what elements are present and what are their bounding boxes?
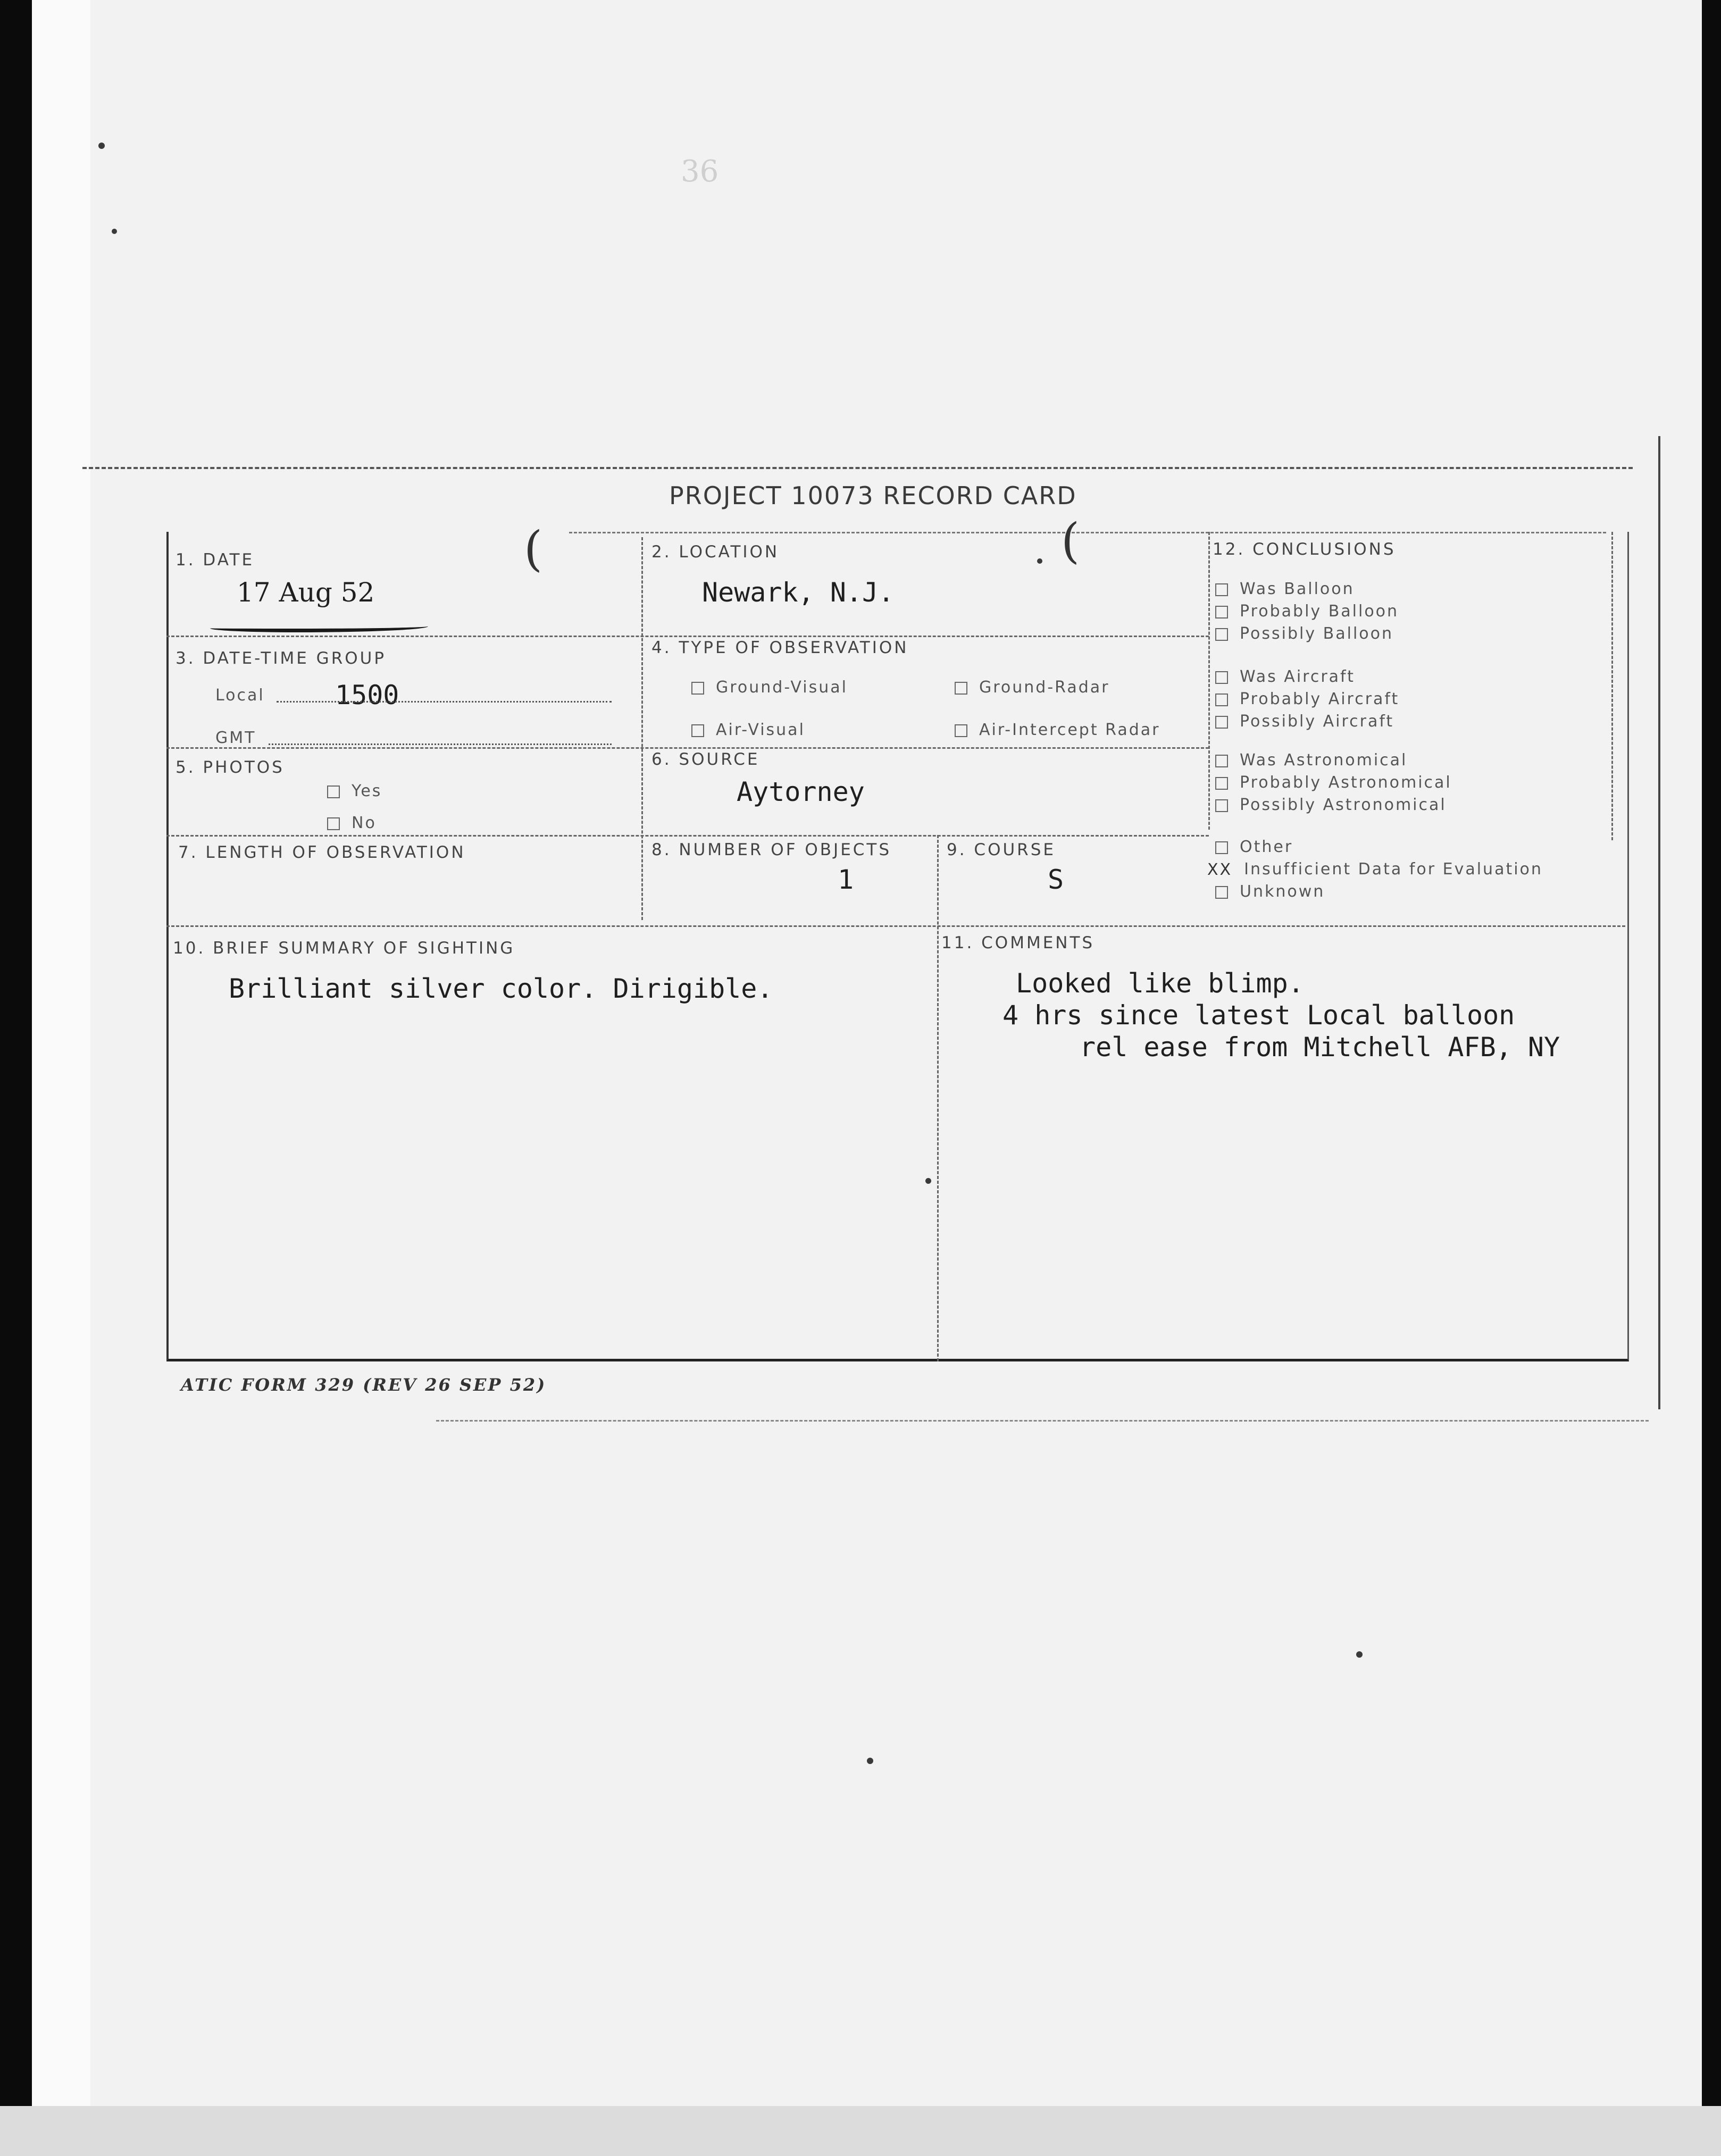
location-label: 2. LOCATION — [651, 542, 780, 562]
checkbox-icon — [1215, 716, 1228, 729]
checkbox-icon — [1215, 583, 1228, 596]
brief-summary-label: 10. BRIEF SUMMARY OF SIGHTING — [173, 939, 515, 958]
row-divider-4 — [166, 925, 1625, 927]
checkbox-icon — [1215, 606, 1228, 619]
checkbox-icon — [691, 682, 704, 695]
conclusion-insufficient-data[interactable]: XX Insufficient Data for Evaluation — [1207, 860, 1543, 879]
conclusion-unknown[interactable]: Unknown — [1215, 882, 1325, 901]
option-air-intercept-radar[interactable]: Air-Intercept Radar — [955, 721, 1160, 739]
source-label: 6. SOURCE — [651, 750, 760, 769]
row-divider-1 — [166, 636, 1209, 637]
conclusion-probably-astronomical[interactable]: Probably Astronomical — [1215, 773, 1452, 792]
row-divider-3 — [166, 835, 1209, 837]
conclusion-possibly-balloon[interactable]: Possibly Balloon — [1215, 624, 1393, 643]
conclusion-probably-aircraft[interactable]: Probably Aircraft — [1215, 690, 1399, 708]
comments-line: Looked like blimp. — [1016, 968, 1304, 999]
conclusions-label: 12. CONCLUSIONS — [1213, 540, 1396, 559]
brief-summary-value: Brilliant silver color. Dirigible. — [229, 973, 773, 1004]
speck — [1356, 1651, 1363, 1658]
checkbox-icon — [327, 817, 340, 830]
checkbox-icon — [1215, 777, 1228, 790]
checkbox-icon — [1215, 628, 1228, 641]
checkbox-icon — [1215, 755, 1228, 767]
date-value: 17 Aug 52 — [237, 577, 375, 608]
checkbox-icon — [955, 682, 967, 695]
hole-mark: ( — [1061, 513, 1080, 569]
date-label: 1. DATE — [176, 550, 255, 570]
col-divider-4 — [1611, 532, 1613, 840]
number-of-objects-label: 8. NUMBER OF OBJECTS — [651, 840, 892, 859]
speck — [98, 143, 105, 149]
checkbox-icon — [691, 724, 704, 737]
checkbox-icon — [327, 785, 340, 798]
photos-label: 5. PHOTOS — [176, 758, 285, 777]
checkbox-icon — [955, 724, 967, 737]
checkbox-icon — [1215, 799, 1228, 812]
checkbox-icon — [1215, 693, 1228, 706]
option-air-visual[interactable]: Air-Visual — [691, 721, 805, 739]
photos-yes-option[interactable]: Yes — [327, 782, 382, 800]
location-value: Newark, N.J. — [702, 577, 895, 608]
gmt-label: GMT — [215, 729, 256, 747]
hole-mark: ( — [524, 521, 543, 577]
local-label: Local — [215, 686, 265, 705]
local-fill-line — [277, 701, 612, 703]
option-ground-radar[interactable]: Ground-Radar — [955, 678, 1110, 697]
number-of-objects-value: 1 — [838, 864, 854, 895]
footer-rule — [436, 1420, 1649, 1422]
row-divider-2 — [166, 747, 1209, 749]
conclusion-possibly-astronomical[interactable]: Possibly Astronomical — [1215, 796, 1447, 814]
length-of-observation-label: 7. LENGTH OF OBSERVATION — [178, 843, 466, 862]
checkbox-icon — [1215, 886, 1228, 899]
checked-x-icon: XX — [1207, 860, 1233, 879]
col-divider-3 — [1208, 532, 1210, 830]
photos-no-option[interactable]: No — [327, 814, 377, 832]
option-ground-visual[interactable]: Ground-Visual — [691, 678, 848, 697]
paper-edge — [32, 0, 90, 2122]
conclusion-possibly-aircraft[interactable]: Possibly Aircraft — [1215, 712, 1394, 731]
checkbox-icon — [1215, 841, 1228, 854]
course-label: 9. COURSE — [947, 840, 1056, 859]
card-outer-right-border — [1658, 436, 1660, 1409]
comments-line: rel ease from Mitchell AFB, NY — [1080, 1032, 1560, 1063]
comments-label: 11. COMMENTS — [941, 933, 1095, 952]
speck — [112, 229, 117, 234]
comments-line: 4 hrs since latest Local balloon — [1002, 1000, 1515, 1031]
conclusion-other[interactable]: Other — [1215, 838, 1293, 856]
local-value: 1500 — [335, 680, 399, 711]
source-value: Aytorney — [737, 776, 865, 807]
conclusion-was-aircraft[interactable]: Was Aircraft — [1215, 667, 1355, 686]
type-of-observation-label: 4. TYPE OF OBSERVATION — [651, 638, 909, 657]
form-number: ATIC FORM 329 (REV 26 SEP 52) — [181, 1375, 547, 1395]
pencil-mark: 36 — [681, 154, 719, 189]
gmt-fill-line — [269, 743, 612, 745]
conclusion-was-balloon[interactable]: Was Balloon — [1215, 580, 1355, 598]
col-divider-2 — [937, 835, 939, 1361]
col-divider-1 — [641, 537, 643, 920]
date-time-group-label: 3. DATE-TIME GROUP — [176, 649, 387, 668]
scan-bottom-band — [0, 2106, 1721, 2156]
card-title: PROJECT 10073 RECORD CARD — [669, 481, 1077, 510]
speck — [867, 1758, 873, 1764]
course-value: S — [1048, 864, 1064, 895]
top-rule — [82, 467, 1633, 471]
checkbox-icon — [1215, 671, 1228, 684]
conclusion-probably-balloon[interactable]: Probably Balloon — [1215, 602, 1399, 621]
conclusion-was-astronomical[interactable]: Was Astronomical — [1215, 751, 1407, 770]
